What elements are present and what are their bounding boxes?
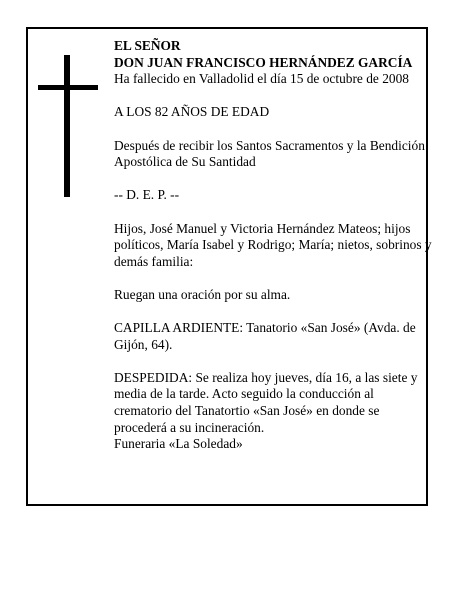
farewell-info: DESPEDIDA: Se realiza hoy jueves, día 16, a las siete y media de la tarde. Acto seguido la conducción al crematorio del Tanatortio «San José» en donde se procederá a su incineración. — [114, 369, 418, 435]
rip-text: -- D. E. P. -- — [114, 187, 180, 203]
age-at-death: A LOS 82 AÑOS DE EDAD — [114, 104, 270, 120]
prayer-request: Ruegan una oración por su alma. — [114, 286, 291, 302]
death-info: Ha fallecido en Valladolid el día 15 de octubre de 2008 — [114, 71, 409, 87]
cross-horizontal-bar — [38, 85, 98, 90]
family-text: Hijos, José Manuel y Victoria Hernández Mateos; hijos políticos, María Isabel y Rodrigo; María; nietos, sobrinos y demás familia: — [114, 220, 432, 269]
chapel-info: CAPILLA ARDIENTE: Tanatorio «San José» (Avda. de Gijón, 64). — [114, 320, 416, 352]
sacraments-text: Después de recibir los Santos Sacramentos y la Bendición Apostólica de Su Santidad — [114, 137, 425, 170]
funeral-home: Funeraria «La Soledad» — [114, 436, 243, 452]
cross-vertical-bar — [64, 55, 70, 197]
deceased-name: DON JUAN FRANCISCO HERNÁNDEZ GARCÍA — [114, 54, 413, 70]
obituary-text — [114, 38, 432, 453]
latin-cross-icon — [38, 55, 98, 197]
honorific: EL SEÑOR — [114, 38, 181, 53]
